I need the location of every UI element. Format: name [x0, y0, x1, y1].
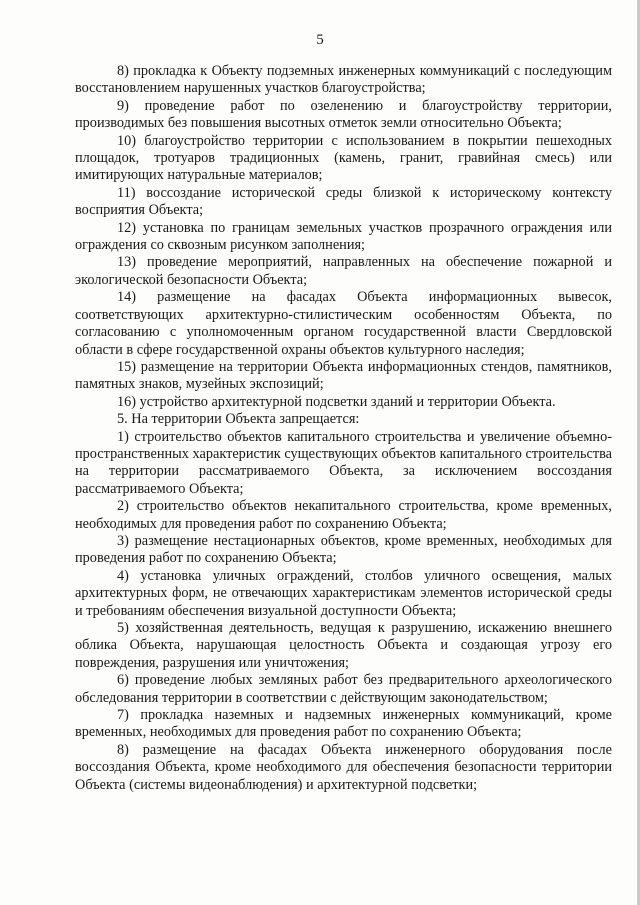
paragraph: 8) прокладка к Объекту подземных инженерных коммуникаций с последующим восстановлением нарушенных участков благоустройства; — [75, 63, 612, 97]
paragraph: 3) размещение нестационарных объектов, кроме временных, необходимых для проведения работ по сохранению Объекта; — [75, 532, 612, 567]
paragraph: 7) прокладка наземных и надземных инженерных коммуникаций, кроме временных, необходимых для проведения работ по сохранению Объекта; — [75, 707, 612, 741]
paragraph: 10) благоустройство территории с использованием в покрытии пешеходных площадок, тротуаров традиционных (камень, гранит, гравийная смесь) или имитирующих натуральные материалов; — [75, 132, 612, 184]
document-body — [75, 63, 612, 794]
page-number: 5 — [316, 32, 324, 48]
paragraph: 14) размещение на фасадах Объекта информационных вывесок, соответствующих архитектурно-стилистическим особенностям Объекта, по согласованию с уполномоченным органом государственной власти Свердловской области в сфере государственной охраны объектов культурного наследия; — [75, 289, 612, 358]
paragraph: 11) воссоздание исторической среды близкой к историческому контексту восприятия Объекта; — [75, 184, 612, 219]
paragraph: 8) размещение на фасадах Объекта инженерного оборудования после воссоздания Объекта, кроме необходимого для обеспечения безопасности территории Объекта (системы видеонаблюдения) и архитектурной подсветки; — [75, 741, 612, 793]
paragraph: 4) установка уличных ограждений, столбов уличного освещения, малых архитектурных форм, не отвечающих характеристикам элементов исторической среды и требованиям обеспечения визуальной доступности Объекта; — [75, 567, 612, 619]
paragraph: 13) проведение мероприятий, направленных на обеспечение пожарной и экологической безопасности Объекта; — [75, 254, 612, 288]
paragraph: 16) устройство архитектурной подсветки зданий и территории Объекта. — [117, 393, 556, 410]
paragraph: 2) строительство объектов некапитального строительства, кроме временных, необходимых для проведения работ по сохранению Объекта; — [75, 498, 612, 532]
paragraph: 15) размещение на территории Объекта информационных стендов, памятников, памятных знаков, музейных экспозиций; — [75, 358, 612, 393]
paragraph: 5) хозяйственная деятельность, ведущая к разрушению, искажению внешнего облика Объекта, нарушающая целостность Объекта и создающая угрозу его повреждения, разрушения или уничтожения; — [75, 620, 612, 671]
paragraph: 5. На территории Объекта запрещается: — [117, 411, 360, 428]
paragraph: 12) установка по границам земельных участков прозрачного ограждения или ограждения со сквозным рисунком заполнения; — [75, 219, 612, 254]
paragraph: 9) проведение работ по озеленению и благоустройству территории, производимых без повышения высотных отметок земли относительно Объекта; — [75, 97, 612, 132]
paragraph: 6) проведение любых земляных работ без предварительного археологического обследования территории в соответствии с действующим законодательством; — [75, 672, 612, 706]
paragraph: 1) строительство объектов капитального строительства и увеличение объемно-пространственных характеристик существующих объектов капитального строительства на территории рассматриваемого Объекта, за исключением воссоздания рассматриваемого Объекта; — [75, 428, 612, 497]
